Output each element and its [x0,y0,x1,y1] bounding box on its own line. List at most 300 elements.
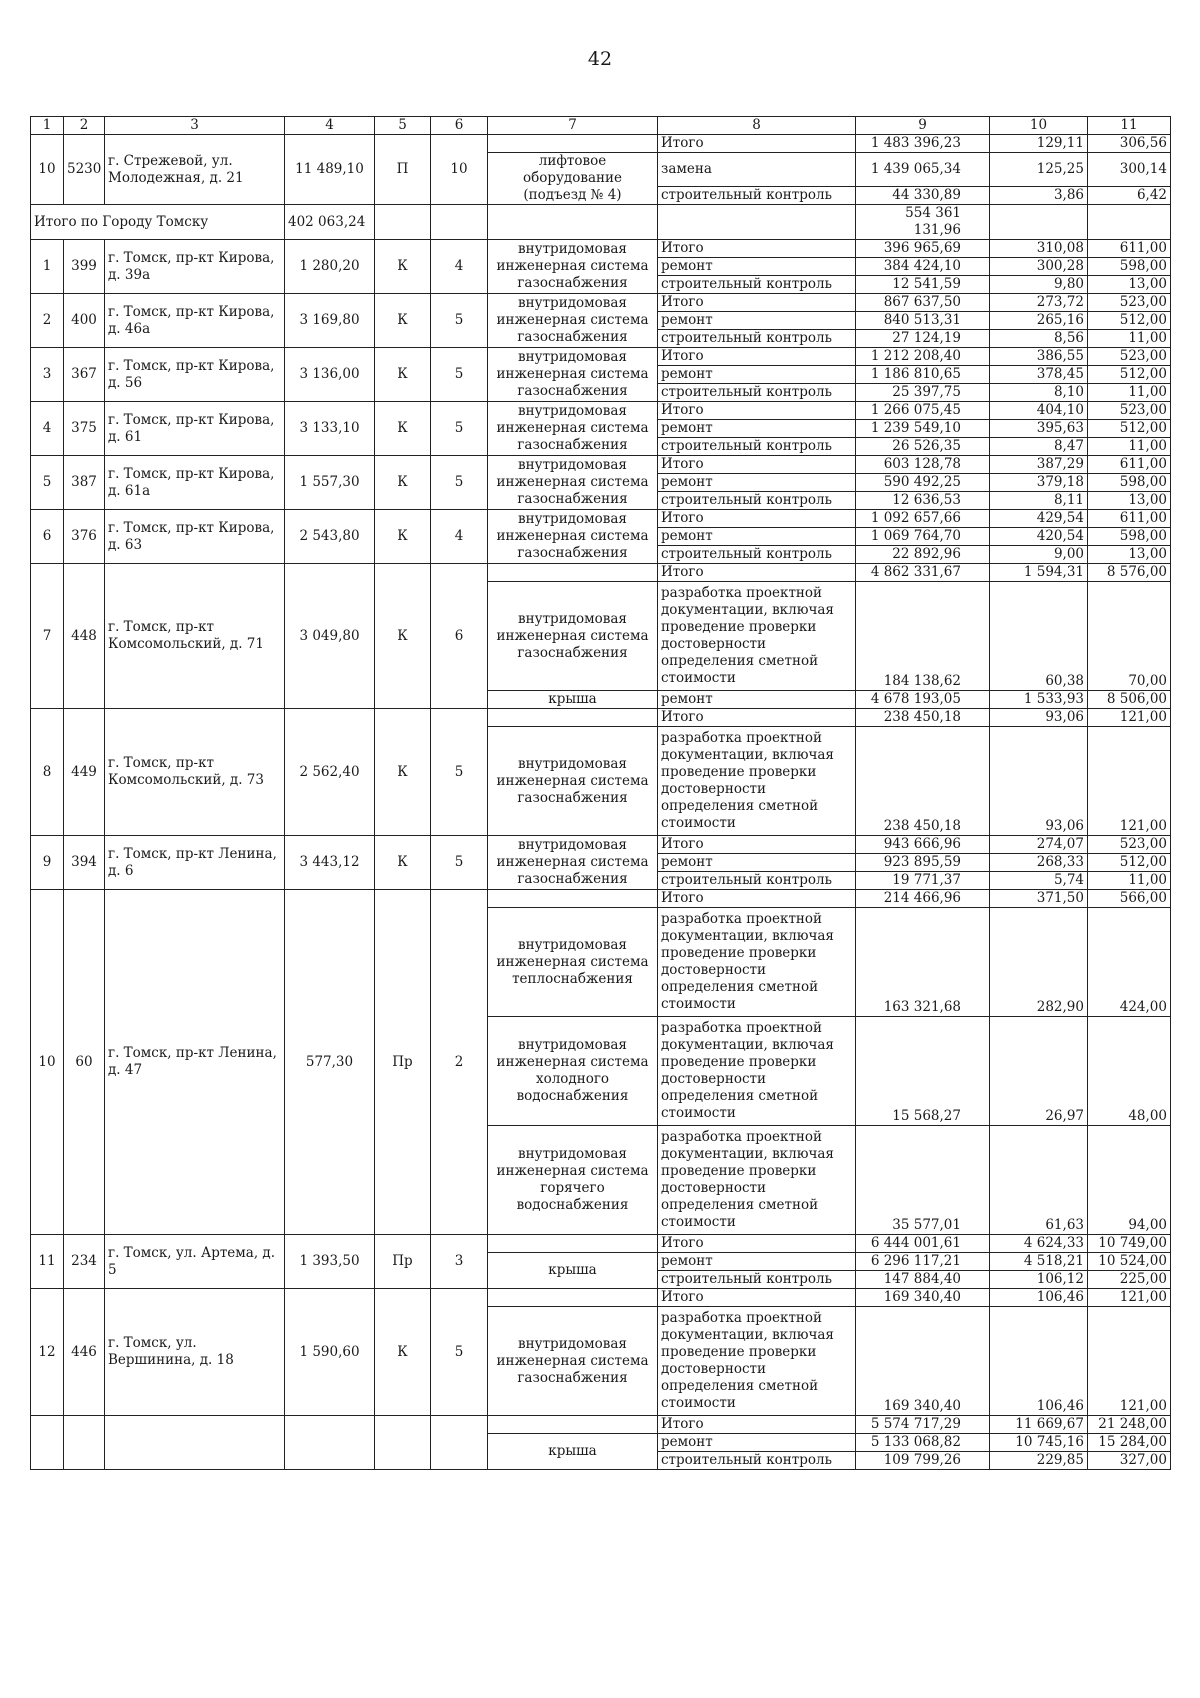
table-cell: Итого [658,1289,856,1307]
page-number: 42 [587,48,613,70]
table-cell: 1 266 075,45 [856,402,990,420]
table-cell: К [375,294,431,348]
capital-repair-table [30,116,1171,1470]
table-cell: 12 541,59 [856,276,990,294]
table-cell: строительный контроль [658,187,856,205]
table-cell: 234 [64,1235,105,1289]
col-header: 7 [488,117,658,135]
table-cell: 523,00 [1088,294,1171,312]
table-cell: 9 [31,836,64,890]
table-cell: внутридомовая инженерная система холодного водоснабжения [488,1017,658,1126]
table-cell: крыша [488,1434,658,1470]
table-cell: 399 [64,240,105,294]
table-cell: 61,63 [990,1126,1088,1235]
column-number-row [31,117,1171,135]
table-cell: 184 138,62 [856,582,990,691]
table-cell: 4 678 193,05 [856,691,990,709]
table-cell: 371,50 [990,890,1088,908]
table-row [31,890,1171,908]
table-cell: 8 576,00 [1088,564,1171,582]
table-cell: ремонт [658,1434,856,1452]
table-cell: 10 749,00 [1088,1235,1171,1253]
table-cell: внутридомовая инженерная система газоснабжения [488,582,658,691]
table-row [31,564,1171,582]
table-cell: 424,00 [1088,908,1171,1017]
table-cell: г. Томск, пр-кт Кирова, д. 56 [105,348,285,402]
table-cell: 121,00 [1088,709,1171,727]
table-cell: внутридомовая инженерная система газоснабжения [488,240,658,294]
table-cell: 376 [64,510,105,564]
table-cell: 10 745,16 [990,1434,1088,1452]
table-cell: 512,00 [1088,366,1171,384]
table-cell: 446 [64,1289,105,1416]
table-cell: 404,10 [990,402,1088,420]
table-cell: 94,00 [1088,1126,1171,1235]
table-cell: Итого [658,1416,856,1434]
table-cell: 5 [31,456,64,510]
table-cell: 5 [431,709,488,836]
table-cell: 396 965,69 [856,240,990,258]
table-cell: 44 330,89 [856,187,990,205]
table-cell: 21 248,00 [1088,1416,1171,1434]
table-cell: ремонт [658,258,856,276]
table-cell: строительный контроль [658,1271,856,1289]
table-cell: 2 [431,890,488,1235]
table-cell: г. Томск, пр-кт Кирова, д. 61а [105,456,285,510]
table-cell: г. Томск, пр-кт Кирова, д. 63 [105,510,285,564]
table-cell: Итого [658,135,856,153]
table-cell: 11,00 [1088,330,1171,348]
table-cell: 1 186 810,65 [856,366,990,384]
table-cell: 15 568,27 [856,1017,990,1126]
table-cell: 384 424,10 [856,258,990,276]
table-cell: внутридомовая инженерная система газоснабжения [488,402,658,456]
table-cell: 11,00 [1088,872,1171,890]
empty-cell [64,1416,105,1470]
table-cell: 420,54 [990,528,1088,546]
table-cell: 375 [64,402,105,456]
table-cell: 13,00 [1088,492,1171,510]
table-cell: внутридомовая инженерная система горячего водоснабжения [488,1126,658,1235]
empty-cell [658,205,856,240]
empty-cell [375,205,431,240]
table-cell: 867 637,50 [856,294,990,312]
table-cell: 163 321,68 [856,908,990,1017]
table-cell: Итого [658,1235,856,1253]
table-cell: 8,47 [990,438,1088,456]
table-cell: 11 [31,1235,64,1289]
table-cell: строительный контроль [658,872,856,890]
table-cell: Итого [658,836,856,854]
table-cell: 327,00 [1088,1452,1171,1470]
table-cell: 22 892,96 [856,546,990,564]
table-cell: К [375,402,431,456]
table-cell: 26 526,35 [856,438,990,456]
empty-cell [488,1289,658,1307]
table-cell: 1 557,30 [285,456,375,510]
table-cell: 3 [431,1235,488,1289]
table-cell: Пр [375,1235,431,1289]
table-cell: 2 543,80 [285,510,375,564]
table-cell: 9,00 [990,546,1088,564]
empty-cell [31,1416,64,1470]
table-cell: 3 443,12 [285,836,375,890]
table-cell: 598,00 [1088,474,1171,492]
table-cell: Итого [658,510,856,528]
table-cell: разработка проектной документации, включая проведение проверки достоверности определения сметной стоимости [658,1307,856,1416]
table-cell: 268,33 [990,854,1088,872]
table-row [31,1235,1171,1253]
empty-cell [285,1416,375,1470]
table-cell: 8,11 [990,492,1088,510]
table-cell: 387 [64,456,105,510]
table-cell: разработка проектной документации, включая проведение проверки достоверности определения сметной стоимости [658,908,856,1017]
table-cell: 512,00 [1088,420,1171,438]
empty-cell [488,205,658,240]
table-cell: 265,16 [990,312,1088,330]
table-cell: 3 133,10 [285,402,375,456]
col-header: 2 [64,117,105,135]
table-row [31,456,1171,474]
table-cell: ремонт [658,312,856,330]
table-cell: 923 895,59 [856,854,990,872]
table-cell: 121,00 [1088,727,1171,836]
table-cell: 611,00 [1088,510,1171,528]
table-cell: 1 533,93 [990,691,1088,709]
col-header: 10 [990,117,1088,135]
table-cell: разработка проектной документации, включая проведение проверки достоверности определения сметной стоимости [658,1126,856,1235]
table-cell: г. Томск, пр-кт Ленина, д. 6 [105,836,285,890]
table-cell: г. Томск, пр-кт Ленина, д. 47 [105,890,285,1235]
table-cell: 6 [31,510,64,564]
table-cell: 379,18 [990,474,1088,492]
table-cell: 1 590,60 [285,1289,375,1416]
table-cell: разработка проектной документации, включая проведение проверки достоверности определения сметной стоимости [658,582,856,691]
table-cell: К [375,348,431,402]
table-cell: 4 624,33 [990,1235,1088,1253]
table-cell: 300,28 [990,258,1088,276]
table-cell: К [375,709,431,836]
table-cell: 5 [431,348,488,402]
table-cell: 449 [64,709,105,836]
table-row [31,135,1171,153]
table-cell: Итого [658,348,856,366]
table-cell: 109 799,26 [856,1452,990,1470]
table-row [31,402,1171,420]
empty-cell [488,890,658,908]
table-cell: 386,55 [990,348,1088,366]
table-cell: г. Стрежевой, ул. Молодежная, д. 21 [105,135,285,205]
table-cell: Итого [658,564,856,582]
table-cell: 5 [431,836,488,890]
table-cell: 6,42 [1088,187,1171,205]
table-cell: 60 [64,890,105,1235]
table-cell: 273,72 [990,294,1088,312]
table-row [31,348,1171,366]
table-cell: г. Томск, пр-кт Кирова, д. 46а [105,294,285,348]
table-cell: 577,30 [285,890,375,1235]
table-cell: внутридомовая инженерная система газоснабжения [488,294,658,348]
table-cell: 11,00 [1088,438,1171,456]
table-cell: 6 [431,564,488,709]
empty-cell [488,709,658,727]
table-cell: 603 128,78 [856,456,990,474]
table-cell: 238 450,18 [856,727,990,836]
table-cell: 1 092 657,66 [856,510,990,528]
table-cell: 9,80 [990,276,1088,294]
table-cell: 10 524,00 [1088,1253,1171,1271]
table-cell: К [375,456,431,510]
table-cell: 512,00 [1088,312,1171,330]
table-cell: 943 666,96 [856,836,990,854]
table-cell: строительный контроль [658,1452,856,1470]
table-cell: внутридомовая инженерная система газоснабжения [488,456,658,510]
table-cell: строительный контроль [658,276,856,294]
empty-cell [375,1416,431,1470]
table-cell: 19 771,37 [856,872,990,890]
table-cell: К [375,564,431,709]
table-cell: 4 862 331,67 [856,564,990,582]
table-cell: 523,00 [1088,348,1171,366]
table-cell: 840 513,31 [856,312,990,330]
table-cell: 13,00 [1088,276,1171,294]
table-cell: 10 [31,890,64,1235]
table-cell: 310,08 [990,240,1088,258]
table-cell: 4 [431,240,488,294]
table-cell: К [375,240,431,294]
table-cell: 10 [31,135,64,205]
table-cell: 566,00 [1088,890,1171,908]
table-cell: Итого [658,294,856,312]
table-cell: 2 [31,294,64,348]
table-cell: 169 340,40 [856,1289,990,1307]
table-row [31,1289,1171,1307]
table-cell: 306,56 [1088,135,1171,153]
table-row [31,1416,1171,1434]
table-cell: 1 594,31 [990,564,1088,582]
table-cell: ремонт [658,1253,856,1271]
table-cell: 611,00 [1088,456,1171,474]
table-cell: 3 049,80 [285,564,375,709]
table-cell: К [375,836,431,890]
table-cell: 4 [31,402,64,456]
table-cell: 106,46 [990,1289,1088,1307]
city-total-label: Итого по Городу Томску [31,205,285,240]
table-cell: 15 284,00 [1088,1434,1171,1452]
table-cell: 238 450,18 [856,709,990,727]
table-row [31,240,1171,258]
table-cell: 5 133 068,82 [856,1434,990,1452]
table-cell: 121,00 [1088,1307,1171,1416]
table-cell: 1 393,50 [285,1235,375,1289]
table-cell: 3 169,80 [285,294,375,348]
table-cell: 5 [431,456,488,510]
table-cell: Итого [658,709,856,727]
table-cell: К [375,510,431,564]
table-cell: 3,86 [990,187,1088,205]
table-cell: 12 636,53 [856,492,990,510]
table-cell: 6 444 001,61 [856,1235,990,1253]
table-cell: 70,00 [1088,582,1171,691]
table-row [31,836,1171,854]
table-cell: 3 [31,348,64,402]
empty-cell [1088,205,1171,240]
table-cell: строительный контроль [658,546,856,564]
table-cell: 1 439 065,34 [856,153,990,187]
table-cell: крыша [488,691,658,709]
table-cell: внутридомовая инженерная система газоснабжения [488,727,658,836]
table-cell: строительный контроль [658,330,856,348]
table-cell: внутридомовая инженерная система газоснабжения [488,348,658,402]
table-cell: 4 [431,510,488,564]
table-cell: 590 492,25 [856,474,990,492]
table-cell: 274,07 [990,836,1088,854]
col-header: 6 [431,117,488,135]
table-cell: 611,00 [1088,240,1171,258]
table-cell: 1 483 396,23 [856,135,990,153]
table-cell: ремонт [658,528,856,546]
empty-cell [488,1416,658,1434]
table-cell: 1 280,20 [285,240,375,294]
empty-cell [488,1235,658,1253]
table-cell: ремонт [658,691,856,709]
table-cell: 125,25 [990,153,1088,187]
table-cell: 225,00 [1088,1271,1171,1289]
col-header: 8 [658,117,856,135]
table-cell: 25 397,75 [856,384,990,402]
table-cell: лифтовое оборудование (подъезд № 4) [488,153,658,205]
table-row [31,510,1171,528]
col-header: 11 [1088,117,1171,135]
table-cell: 93,06 [990,727,1088,836]
table-cell: ремонт [658,854,856,872]
table-cell: ремонт [658,366,856,384]
table-cell: 300,14 [1088,153,1171,187]
table-cell: 169 340,40 [856,1307,990,1416]
table-cell: 35 577,01 [856,1126,990,1235]
table-cell: ремонт [658,474,856,492]
table-cell: 2 562,40 [285,709,375,836]
table-cell: 5 [431,294,488,348]
table-cell: 448 [64,564,105,709]
table-cell: внутридомовая инженерная система газоснабжения [488,836,658,890]
table-cell: 229,85 [990,1452,1088,1470]
table-cell: 147 884,40 [856,1271,990,1289]
table-cell: г. Томск, ул. Вершинина, д. 18 [105,1289,285,1416]
table-cell: внутридомовая инженерная система газоснабжения [488,1307,658,1416]
empty-cell [431,205,488,240]
table-cell: Итого [658,240,856,258]
table-cell: 12 [31,1289,64,1416]
table-cell: 7 [31,564,64,709]
table-cell: 3 136,00 [285,348,375,402]
table-cell: 523,00 [1088,402,1171,420]
table-cell: 1 069 764,70 [856,528,990,546]
table-cell: 8,10 [990,384,1088,402]
table-cell: 5 [431,402,488,456]
table-cell: 5,74 [990,872,1088,890]
table-cell: 512,00 [1088,854,1171,872]
table-cell: 93,06 [990,709,1088,727]
table-cell: К [375,1289,431,1416]
table-cell: 394 [64,836,105,890]
table-cell: 5 574 717,29 [856,1416,990,1434]
col-header: 9 [856,117,990,135]
table-cell: 6 296 117,21 [856,1253,990,1271]
table-cell: строительный контроль [658,438,856,456]
table-cell: крыша [488,1253,658,1289]
table-cell: г. Томск, пр-кт Комсомольский, д. 71 [105,564,285,709]
table-cell: 282,90 [990,908,1088,1017]
table-cell: 598,00 [1088,528,1171,546]
table-cell: Пр [375,890,431,1235]
table-cell: 48,00 [1088,1017,1171,1126]
table-cell: ремонт [658,420,856,438]
table-cell: Итого [658,456,856,474]
table-cell: г. Томск, ул. Артема, д. 5 [105,1235,285,1289]
table-cell: 4 518,21 [990,1253,1088,1271]
table-cell: 400 [64,294,105,348]
table-cell: 8 [31,709,64,836]
table-cell: 378,45 [990,366,1088,384]
table-cell: 1 239 549,10 [856,420,990,438]
table-cell: 523,00 [1088,836,1171,854]
table-cell: 106,46 [990,1307,1088,1416]
table-cell: 11,00 [1088,384,1171,402]
table-cell: строительный контроль [658,492,856,510]
table-cell: строительный контроль [658,384,856,402]
table-cell: 429,54 [990,510,1088,528]
table-cell: г. Томск, пр-кт Кирова, д. 61 [105,402,285,456]
table-row [31,294,1171,312]
table-cell: П [375,135,431,205]
table-cell: г. Томск, пр-кт Комсомольский, д. 73 [105,709,285,836]
table-cell: 8,56 [990,330,1088,348]
empty-cell [990,205,1088,240]
table-row [31,709,1171,727]
table-cell: 367 [64,348,105,402]
table-cell: 60,38 [990,582,1088,691]
table-cell: 11 669,67 [990,1416,1088,1434]
table-cell: 5 [431,1289,488,1416]
empty-cell [488,135,658,153]
table-cell: 129,11 [990,135,1088,153]
table-cell: Итого [658,890,856,908]
col-header: 5 [375,117,431,135]
table-cell: 387,29 [990,456,1088,474]
table-cell: 214 466,96 [856,890,990,908]
col-header: 3 [105,117,285,135]
table-cell: 395,63 [990,420,1088,438]
table-cell: внутридомовая инженерная система теплоснабжения [488,908,658,1017]
empty-cell [431,1416,488,1470]
table-cell: замена [658,153,856,187]
table-cell: 8 506,00 [1088,691,1171,709]
table-cell: 13,00 [1088,546,1171,564]
table-cell: 11 489,10 [285,135,375,205]
table-cell: 106,12 [990,1271,1088,1289]
table-cell: 121,00 [1088,1289,1171,1307]
table-cell: разработка проектной документации, включая проведение проверки достоверности определения сметной стоимости [658,1017,856,1126]
table-cell: Итого [658,402,856,420]
col-header: 4 [285,117,375,135]
table-cell: 554 361 131,96 [856,205,990,240]
table-cell: 402 063,24 [285,205,375,240]
col-header: 1 [31,117,64,135]
table-cell: внутридомовая инженерная система газоснабжения [488,510,658,564]
table-cell: г. Томск, пр-кт Кирова, д. 39а [105,240,285,294]
table-cell: 5230 [64,135,105,205]
